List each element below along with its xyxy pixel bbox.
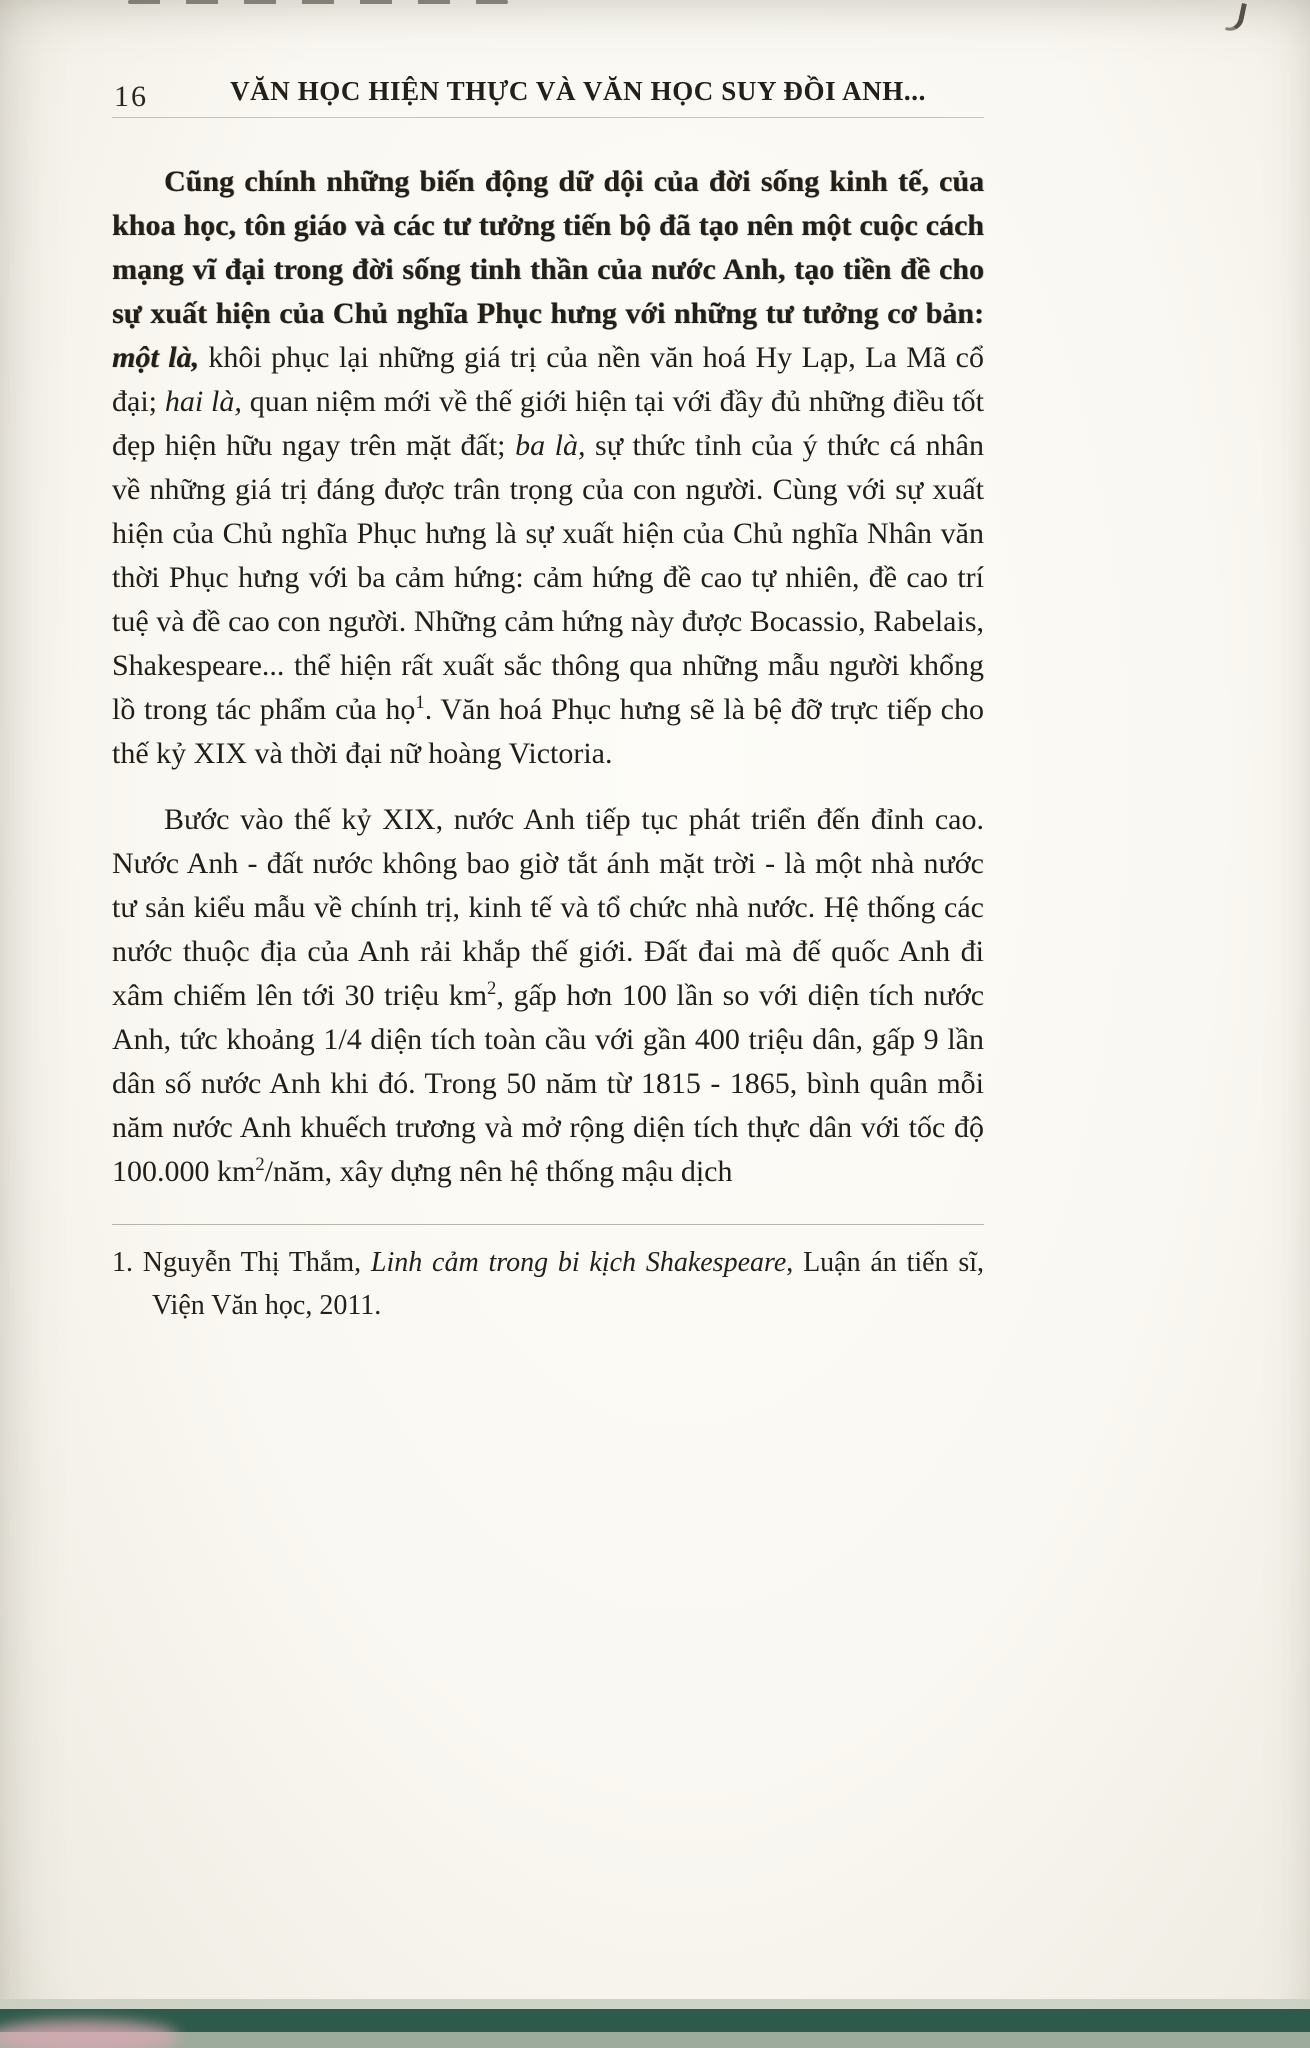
footnote — [112, 1241, 984, 1327]
footnote-block — [112, 1224, 984, 1327]
running-header-title: VĂN HỌC HIỆN THỰC VÀ VĂN HỌC SUY ĐỒI ANH... — [230, 76, 926, 106]
text-run: . Văn hoá Phục hưng sẽ là bệ đỡ trực tiếp cho thế kỷ XIX và thời đại nữ hoàng Victoria. — [112, 693, 984, 770]
text-run: Cũng chính những biến động dữ dội của đời sống kinh tế, của khoa học, tôn giáo và các tư tưởng tiến bộ đã tạo nên một cuộc cách mạng vĩ đại trong đời sống tinh thần của nước Anh, tạo tiền đề cho sự xuất hiện của Chủ nghĩa Phục hưng với những tư tưởng cơ bản: — [112, 165, 984, 330]
paragraph — [112, 160, 984, 776]
italic-phrase: Linh cảm trong bi kịch Shakespeare — [370, 1247, 787, 1278]
text-run: , gấp hơn 100 lần so với diện tích nước Anh, tức khoảng 1/4 diện tích toàn cầu với gần 400 triệu dân, gấp 9 lần dân số nước Anh khi đó. Trong 50 năm từ 1815 - 1865, bình quân mỗi năm nước Anh khuếch trương và mở rộng diện tích thực dân với tốc độ 100.000 km — [112, 979, 985, 1188]
scan-pink-smudge — [0, 2020, 178, 2048]
page-content — [112, 76, 984, 1327]
text-run: , Luận án tiến sĩ, Viện Văn học, 2011. — [152, 1247, 984, 1321]
italic-phrase: hai là, — [164, 385, 242, 418]
scan-bottom-edge — [0, 1999, 1310, 2048]
scan-strip-dark — [0, 2009, 1310, 2032]
scan-corner-mark-artifact — [1225, 1, 1247, 34]
superscript-marker: 2 — [487, 978, 497, 999]
text-run: khôi phục lại những giá trị của nền văn hoá Hy Lạp, La Mã cổ đại; — [112, 341, 984, 418]
superscript-marker: 2 — [255, 1154, 265, 1175]
text-run: quan niệm mới về thế giới hiện tại với đầy đủ những điều tốt đẹp hiện hữu ngay trên mặt đất; — [112, 385, 984, 462]
footnote-separator — [112, 1224, 984, 1225]
scan-top-edge-artifact — [128, 0, 508, 4]
italic-phrase: một là, — [112, 341, 199, 374]
text-run: 1. Nguyễn Thị Thắm, — [112, 1247, 371, 1278]
text-run: /năm, xây dựng nên hệ thống mậu dịch — [264, 1155, 733, 1188]
superscript-marker: 1 — [415, 692, 425, 713]
body-text — [112, 160, 984, 1194]
italic-phrase: ba là, — [515, 429, 586, 462]
running-header — [112, 76, 984, 118]
scan-strip-sage — [0, 2032, 1310, 2048]
text-run: sự thức tỉnh của ý thức cá nhân về những giá trị đáng được trân trọng của con người. Cùng với sự xuất hiện của Chủ nghĩa Phục hưng là sự xuất hiện của Chủ nghĩa Nhân văn thời Phục hưng với ba cảm hứng: cảm hứng đề cao tự nhiên, đề cao trí tuệ và đề cao con người. Những cảm hứng này được Bocassio, Rabelais, Shakespeare... thể hiện rất xuất sắc thông qua những mẫu người khổng lồ trong tác phẩm của họ — [112, 429, 984, 726]
scan-strip-light — [0, 1999, 1310, 2009]
text-run: Bước vào thế kỷ XIX, nước Anh tiếp tục phát triển đến đỉnh cao. Nước Anh - đất nước không bao giờ tắt ánh mặt trời - là một nhà nước tư sản kiểu mẫu về chính trị, kinh tế và tổ chức nhà nước. Hệ thống các nước thuộc địa của Anh rải khắp thế giới. Đất đai mà đế quốc Anh đi xâm chiếm lên tới 30 triệu km — [112, 803, 984, 1012]
page-number: 16 — [114, 80, 148, 113]
paragraph — [112, 798, 984, 1194]
